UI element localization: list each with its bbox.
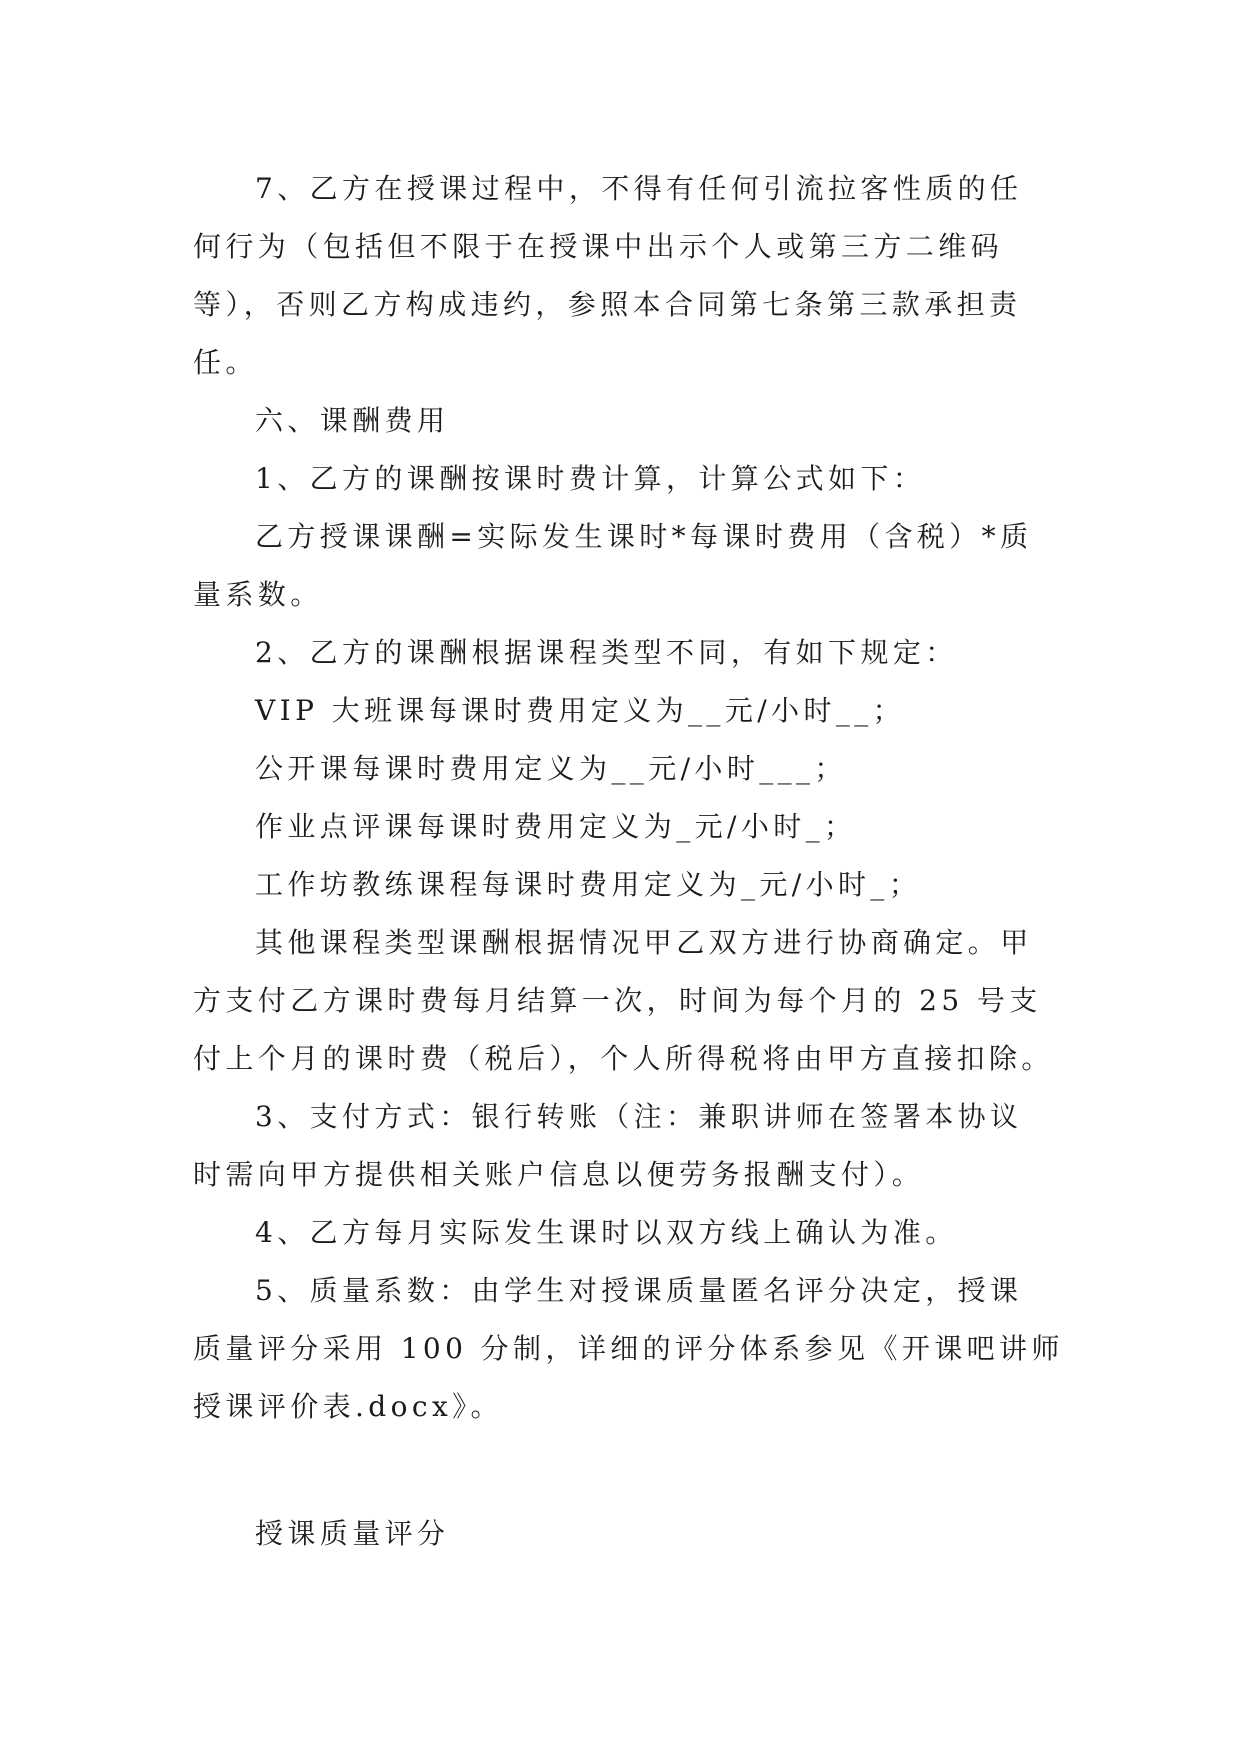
paragraph-line: 3、支付方式：银行转账（注：兼职讲师在签署本协议 bbox=[255, 1100, 1023, 1133]
paragraph-line: 等），否则乙方构成违约，参照本合同第七条第三款承担责 bbox=[193, 288, 1022, 321]
fee-open-class-line: 公开课每课时费用定义为__元/小时___； bbox=[255, 752, 847, 785]
paragraph-line: 质量评分采用 100 分制，详细的评分体系参见《开课吧讲师 bbox=[193, 1332, 1064, 1365]
paragraph-line: 量系数。 bbox=[193, 578, 323, 611]
paragraph-line: 何行为（包括但不限于在授课中出示个人或第三方二维码 bbox=[193, 230, 1004, 263]
clause-7-paragraph bbox=[193, 160, 1073, 392]
formula-paragraph bbox=[193, 508, 1073, 624]
blank-spacer bbox=[193, 1436, 1073, 1505]
subheading-quality-score: 授课质量评分 bbox=[255, 1517, 450, 1550]
clause-5-paragraph bbox=[193, 1262, 1073, 1436]
section-heading-remuneration: 六、课酬费用 bbox=[255, 404, 450, 437]
fee-vip-line: VIP 大班课每课时费用定义为__元/小时__； bbox=[255, 694, 906, 727]
paragraph-line: 任。 bbox=[193, 346, 258, 379]
fee-workshop-line: 工作坊教练课程每课时费用定义为_元/小时_； bbox=[255, 868, 922, 901]
paragraph-line: 其他课程类型课酬根据情况甲乙双方进行协商确定。甲 bbox=[255, 926, 1033, 959]
clause-1-paragraph: 1、乙方的课酬按课时费计算，计算公式如下： bbox=[255, 462, 926, 495]
paragraph-line: 乙方授课课酬=实际发生课时*每课时费用（含税）*质 bbox=[255, 520, 1033, 553]
clause-3-paragraph bbox=[193, 1088, 1073, 1204]
document-body bbox=[193, 160, 1073, 1563]
paragraph-line: 5、质量系数：由学生对授课质量匿名评分决定，授课 bbox=[255, 1274, 1023, 1307]
fee-homework-review-line: 作业点评课每课时费用定义为_元/小时_； bbox=[255, 810, 857, 843]
paragraph-line: 方支付乙方课时费每月结算一次，时间为每个月的 25 号支 bbox=[193, 984, 1042, 1017]
paragraph-line: 时需向甲方提供相关账户信息以便劳务报酬支付）。 bbox=[193, 1158, 925, 1191]
other-courses-paragraph bbox=[193, 914, 1073, 1088]
paragraph-line: 授课评价表.docx》。 bbox=[193, 1390, 503, 1423]
paragraph-line: 7、乙方在授课过程中，不得有任何引流拉客性质的任 bbox=[255, 172, 1023, 205]
clause-4-paragraph: 4、乙方每月实际发生课时以双方线上确认为准。 bbox=[255, 1216, 958, 1249]
clause-2-paragraph: 2、乙方的课酬根据课程类型不同，有如下规定： bbox=[255, 636, 958, 669]
paragraph-line: 付上个月的课时费（税后），个人所得税将由甲方直接扣除。 bbox=[193, 1042, 1054, 1075]
